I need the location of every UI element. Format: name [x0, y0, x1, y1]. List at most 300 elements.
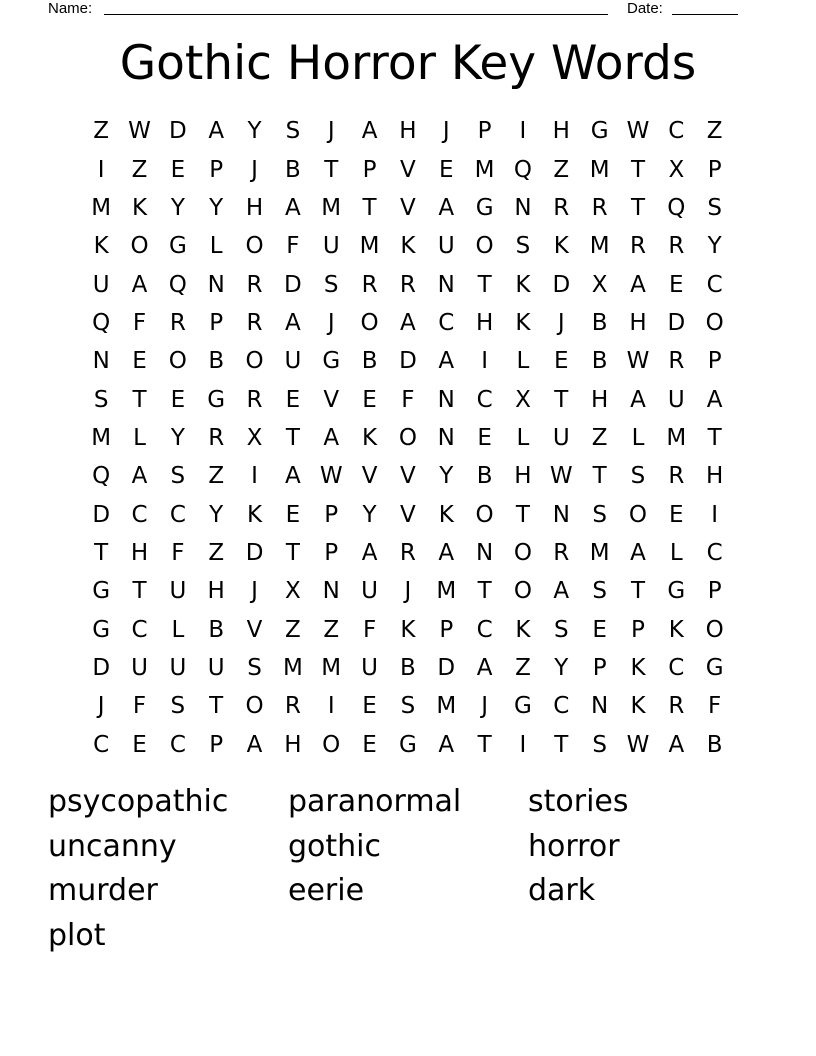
grid-letter[interactable]: E [132, 348, 147, 375]
grid-letter[interactable]: O [513, 539, 532, 566]
date-label: Date: [627, 0, 663, 17]
grid-letter[interactable]: R [399, 271, 416, 298]
grid-letter[interactable]: U [552, 424, 570, 451]
grid-letter[interactable]: F [708, 693, 722, 720]
grid-letter[interactable]: M [321, 654, 342, 681]
grid-letter[interactable]: F [401, 386, 415, 413]
grid-letter[interactable]: K [400, 616, 416, 643]
grid-letter[interactable]: C [438, 309, 455, 336]
grid-letter[interactable]: Y [170, 424, 185, 451]
grid-letter[interactable]: S [323, 271, 339, 298]
grid-letter[interactable]: V [400, 194, 416, 221]
grid-letter[interactable]: A [438, 539, 455, 566]
grid-letter[interactable]: P [631, 616, 645, 643]
grid-letter[interactable]: F [362, 616, 377, 643]
grid-letter[interactable]: Q [92, 463, 111, 490]
grid-letter[interactable]: K [668, 616, 684, 643]
grid-letter[interactable]: M [91, 194, 112, 221]
grid-letter[interactable]: S [170, 693, 186, 720]
grid-letter[interactable]: W [319, 463, 343, 490]
grid-letter[interactable]: K [247, 501, 263, 528]
grid-letter[interactable]: L [209, 233, 223, 260]
grid-letter[interactable]: W [128, 118, 151, 145]
grid-letter[interactable]: E [669, 501, 684, 528]
grid-letter[interactable]: A [131, 463, 148, 490]
grid-letter[interactable]: Y [209, 194, 224, 221]
grid-letter[interactable]: L [516, 348, 530, 375]
grid-letter[interactable]: M [282, 654, 303, 681]
grid-letter[interactable]: W [626, 118, 650, 145]
grid-letter[interactable]: E [285, 501, 301, 528]
grid-letter[interactable]: T [630, 194, 646, 221]
grid-letter[interactable]: G [168, 233, 187, 260]
grid-letter[interactable]: S [592, 731, 607, 758]
grid-letter[interactable]: P [209, 156, 224, 183]
grid-letter[interactable]: M [474, 156, 495, 183]
grid-letter[interactable]: P [324, 539, 339, 566]
grid-letter[interactable]: R [553, 194, 570, 221]
grid-letter[interactable]: O [475, 233, 494, 260]
grid-letter[interactable]: Q [667, 194, 686, 221]
grid-letter[interactable]: M [589, 539, 610, 566]
grid-letter[interactable]: D [245, 539, 264, 566]
grid-letter[interactable]: O [168, 348, 187, 375]
word-bank-item: plot [48, 918, 106, 954]
grid-letter[interactable]: Y [247, 118, 262, 145]
grid-letter[interactable]: L [171, 616, 185, 643]
grid-letter[interactable]: C [706, 271, 723, 298]
word-bank-item: horror [528, 828, 620, 864]
grid-letter[interactable]: H [552, 118, 570, 145]
grid-letter[interactable]: J [442, 118, 450, 145]
grid-letter[interactable]: K [630, 654, 646, 681]
grid-letter[interactable]: A [285, 463, 301, 490]
grid-letter[interactable]: T [630, 578, 646, 605]
grid-letter[interactable]: Q [168, 271, 187, 298]
grid-letter[interactable]: A [630, 271, 646, 298]
grid-letter[interactable]: P [439, 616, 454, 643]
grid-letter[interactable]: O [245, 233, 264, 260]
grid-letter[interactable]: A [630, 386, 646, 413]
grid-letter[interactable]: M [589, 156, 610, 183]
grid-letter[interactable]: I [327, 693, 335, 720]
grid-letter[interactable]: Z [706, 118, 723, 145]
grid-letter[interactable]: A [323, 424, 340, 451]
grid-letter[interactable]: E [362, 693, 377, 720]
grid-letter[interactable]: M [589, 233, 610, 260]
grid-letter[interactable]: C [169, 731, 186, 758]
grid-letter[interactable]: X [246, 424, 263, 451]
grid-letter[interactable]: T [592, 463, 607, 490]
grid-letter[interactable]: C [93, 731, 110, 758]
grid-letter[interactable]: G [399, 731, 417, 758]
grid-letter[interactable]: M [91, 424, 112, 451]
grid-letter[interactable]: N [514, 194, 532, 221]
grid-letter[interactable]: E [438, 156, 454, 183]
grid-letter[interactable]: D [552, 271, 571, 298]
grid-letter[interactable]: O [705, 309, 724, 336]
word-bank-item: paranormal [288, 784, 462, 819]
grid-letter[interactable]: P [477, 118, 492, 145]
grid-letter[interactable]: J [481, 693, 488, 720]
grid-letter[interactable]: U [361, 578, 378, 605]
grid-letter[interactable]: P [707, 348, 722, 375]
grid-letter[interactable]: P [707, 578, 722, 605]
grid-letter[interactable]: R [169, 309, 186, 336]
grid-letter[interactable]: G [590, 118, 609, 145]
grid-letter[interactable]: R [668, 463, 685, 490]
grid-letter[interactable]: G [207, 386, 226, 413]
grid-letter[interactable]: T [362, 194, 377, 221]
grid-letter[interactable]: T [477, 731, 492, 758]
name-blank-line[interactable] [104, 14, 608, 15]
grid-letter[interactable]: W [549, 463, 573, 490]
grid-letter[interactable]: A [706, 386, 723, 413]
grid-letter[interactable]: U [667, 386, 685, 413]
grid-letter[interactable]: T [707, 424, 722, 451]
grid-letter[interactable]: A [246, 731, 263, 758]
grid-letter[interactable]: J [251, 156, 258, 183]
grid-letter[interactable]: E [669, 271, 684, 298]
grid-letter[interactable]: S [247, 654, 262, 681]
grid-letter[interactable]: A [285, 309, 301, 336]
grid-letter[interactable]: L [516, 424, 530, 451]
grid-letter[interactable]: C [169, 501, 186, 528]
grid-letter[interactable]: U [437, 233, 455, 260]
grid-letter[interactable]: Y [554, 654, 569, 681]
grid-letter[interactable]: R [668, 233, 685, 260]
grid-letter[interactable]: G [475, 194, 494, 221]
grid-letter[interactable]: T [630, 156, 646, 183]
grid-letter[interactable]: I [481, 348, 488, 375]
grid-letter[interactable]: C [668, 118, 685, 145]
grid-letter[interactable]: C [553, 693, 570, 720]
grid-letter[interactable]: D [169, 118, 187, 145]
grid-letter[interactable]: D [437, 654, 456, 681]
grid-letter[interactable]: O [245, 693, 264, 720]
grid-letter[interactable]: E [592, 616, 607, 643]
grid-letter[interactable]: E [362, 386, 377, 413]
grid-letter[interactable]: V [400, 501, 416, 528]
grid-letter[interactable]: A [438, 194, 455, 221]
grid-letter[interactable]: H [706, 463, 724, 490]
grid-letter[interactable]: A [131, 271, 148, 298]
word-bank-item: murder [48, 873, 158, 909]
grid-letter[interactable]: T [554, 386, 569, 413]
grid-letter[interactable]: J [404, 578, 412, 605]
grid-letter[interactable]: N [437, 271, 455, 298]
grid-letter[interactable]: B [361, 348, 378, 375]
grid-letter[interactable]: B [706, 731, 723, 758]
grid-letter[interactable]: M [436, 693, 457, 720]
grid-letter[interactable]: M [666, 424, 687, 451]
grid-letter[interactable]: A [361, 118, 378, 145]
grid-letter[interactable]: Y [170, 194, 185, 221]
grid-letter[interactable]: Z [208, 539, 225, 566]
grid-letter[interactable]: K [438, 501, 454, 528]
grid-letter[interactable]: J [327, 309, 335, 336]
grid-letter[interactable]: L [133, 424, 146, 451]
grid-letter[interactable]: F [132, 693, 147, 720]
grid-letter[interactable]: E [132, 731, 147, 758]
grid-letter[interactable]: V [361, 463, 378, 490]
grid-letter[interactable]: A [285, 194, 301, 221]
grid-letter[interactable]: D [399, 348, 417, 375]
grid-letter[interactable]: K [630, 693, 646, 720]
grid-letter[interactable]: S [630, 463, 646, 490]
grid-letter[interactable]: H [130, 539, 149, 566]
grid-letter[interactable]: S [170, 463, 186, 490]
grid-letter[interactable]: L [631, 424, 645, 451]
grid-letter[interactable]: P [209, 309, 224, 336]
grid-letter[interactable]: U [322, 233, 340, 260]
grid-letter[interactable]: K [515, 616, 531, 643]
grid-letter[interactable]: B [208, 616, 225, 643]
grid-letter[interactable]: I [519, 731, 527, 758]
word-bank-item: dark [528, 873, 596, 909]
grid-letter[interactable]: T [132, 578, 147, 605]
grid-letter[interactable]: T [324, 156, 339, 183]
grid-letter[interactable]: G [92, 578, 111, 605]
grid-letter[interactable]: Z [208, 463, 225, 490]
grid-letter[interactable]: B [400, 654, 416, 681]
grid-letter[interactable]: Z [131, 156, 148, 183]
grid-letter[interactable]: F [286, 233, 300, 260]
grid-letter[interactable]: U [284, 348, 302, 375]
grid-letter[interactable]: R [591, 194, 608, 221]
grid-letter[interactable]: Z [515, 654, 531, 681]
grid-letter[interactable]: D [667, 309, 686, 336]
grid-letter[interactable]: K [553, 233, 569, 260]
grid-letter[interactable]: D [92, 501, 111, 528]
grid-letter[interactable]: E [170, 156, 186, 183]
grid-letter[interactable]: T [515, 501, 530, 528]
grid-letter[interactable]: H [514, 463, 532, 490]
grid-letter[interactable]: M [321, 194, 342, 221]
grid-letter[interactable]: P [707, 156, 722, 183]
grid-letter[interactable]: A [438, 348, 455, 375]
grid-letter[interactable]: W [626, 731, 650, 758]
grid-letter[interactable]: A [361, 539, 378, 566]
grid-letter[interactable]: Z [93, 118, 110, 145]
grid-letter[interactable]: A [668, 731, 685, 758]
grid-letter[interactable]: H [590, 386, 609, 413]
grid-letter[interactable]: J [97, 693, 105, 720]
grid-letter[interactable]: U [207, 654, 225, 681]
grid-letter[interactable]: G [514, 693, 532, 720]
grid-letter[interactable]: Q [513, 156, 532, 183]
grid-letter[interactable]: O [360, 309, 379, 336]
grid-letter[interactable]: X [515, 386, 531, 413]
grid-letter[interactable]: M [359, 233, 380, 260]
word-bank-item: uncanny [48, 828, 177, 864]
grid-letter[interactable]: C [131, 616, 148, 643]
grid-letter[interactable]: R [208, 424, 225, 451]
grid-letter[interactable]: D [284, 271, 302, 298]
grid-letter[interactable]: A [208, 118, 225, 145]
grid-letter[interactable]: V [246, 616, 263, 643]
grid-letter[interactable]: C [706, 539, 723, 566]
grid-letter[interactable]: P [324, 501, 339, 528]
grid-letter[interactable]: P [209, 731, 224, 758]
grid-letter[interactable]: H [629, 309, 647, 336]
grid-letter[interactable]: N [437, 386, 455, 413]
grid-letter[interactable]: R [246, 386, 263, 413]
grid-letter[interactable]: N [207, 271, 225, 298]
grid-letter[interactable]: X [668, 156, 685, 183]
grid-letter[interactable]: S [707, 194, 722, 221]
grid-letter[interactable]: I [97, 156, 105, 183]
grid-letter[interactable]: T [477, 578, 492, 605]
grid-letter[interactable]: V [323, 386, 340, 413]
grid-letter[interactable]: E [362, 731, 377, 758]
grid-letter[interactable]: T [477, 271, 492, 298]
grid-letter[interactable]: Y [707, 233, 722, 260]
grid-letter[interactable]: S [285, 118, 301, 145]
grid-letter[interactable]: S [93, 386, 109, 413]
grid-letter[interactable]: O [628, 501, 648, 528]
grid-letter[interactable]: V [400, 463, 416, 490]
grid-letter[interactable]: O [322, 731, 341, 758]
grid-letter[interactable]: R [246, 309, 263, 336]
grid-letter[interactable]: R [284, 693, 301, 720]
grid-letter[interactable]: T [94, 539, 109, 566]
grid-letter[interactable]: R [246, 271, 263, 298]
grid-letter[interactable]: C [476, 386, 493, 413]
grid-letter[interactable]: O [398, 424, 417, 451]
grid-letter[interactable]: C [668, 654, 685, 681]
grid-letter[interactable]: I [519, 118, 527, 145]
grid-letter[interactable]: Y [209, 501, 224, 528]
grid-letter[interactable]: L [669, 539, 683, 566]
date-blank-line[interactable] [672, 14, 738, 15]
grid-letter[interactable]: F [132, 309, 147, 336]
grid-letter[interactable]: R [399, 539, 416, 566]
grid-letter[interactable]: Z [591, 424, 608, 451]
grid-letter[interactable]: N [591, 693, 609, 720]
letter-grid [82, 112, 734, 764]
grid-letter[interactable]: V [400, 156, 416, 183]
grid-letter[interactable]: U [131, 654, 148, 681]
grid-letter[interactable]: J [251, 578, 258, 605]
grid-letter[interactable]: S [515, 233, 531, 260]
grid-letter[interactable]: I [711, 501, 719, 528]
grid-letter[interactable]: A [630, 539, 646, 566]
grid-letter[interactable]: U [92, 271, 110, 298]
grid-letter[interactable]: N [437, 424, 455, 451]
grid-letter[interactable]: A [438, 731, 455, 758]
grid-letter[interactable]: K [131, 194, 148, 221]
grid-letter[interactable]: E [170, 386, 186, 413]
grid-letter[interactable]: S [592, 501, 607, 528]
grid-letter[interactable]: J [557, 309, 565, 336]
grid-letter[interactable]: T [209, 693, 224, 720]
grid-letter[interactable]: R [668, 348, 685, 375]
grid-letter[interactable]: S [592, 578, 607, 605]
grid-letter[interactable]: P [592, 654, 607, 681]
grid-letter[interactable]: X [591, 271, 608, 298]
grid-letter[interactable]: B [476, 463, 493, 490]
grid-letter[interactable]: N [92, 348, 110, 375]
grid-letter[interactable]: S [400, 693, 416, 720]
grid-letter[interactable]: A [400, 309, 416, 336]
grid-letter[interactable]: A [476, 654, 493, 681]
grid-letter[interactable]: O [130, 233, 149, 260]
grid-letter[interactable]: U [169, 654, 187, 681]
grid-letter[interactable]: T [285, 539, 300, 566]
grid-letter[interactable]: O [475, 501, 494, 528]
grid-letter[interactable]: Y [439, 463, 454, 490]
grid-letter[interactable]: E [477, 424, 492, 451]
grid-letter[interactable]: T [132, 386, 147, 413]
grid-letter[interactable]: K [93, 233, 109, 260]
grid-letter[interactable]: C [131, 501, 148, 528]
grid-letter[interactable]: A [553, 578, 570, 605]
grid-letter[interactable]: Z [323, 616, 340, 643]
grid-letter[interactable]: H [245, 194, 264, 221]
grid-letter[interactable]: C [476, 616, 493, 643]
grid-letter[interactable]: K [515, 271, 531, 298]
grid-letter[interactable]: K [515, 309, 531, 336]
grid-letter[interactable]: R [361, 271, 378, 298]
grid-letter[interactable]: G [705, 654, 724, 681]
grid-letter[interactable]: O [513, 578, 532, 605]
grid-letter[interactable]: B [208, 348, 225, 375]
grid-letter[interactable]: S [553, 616, 569, 643]
grid-letter[interactable]: N [322, 578, 340, 605]
grid-letter[interactable]: R [553, 539, 570, 566]
grid-letter[interactable]: T [285, 424, 300, 451]
grid-letter[interactable]: N [552, 501, 570, 528]
grid-letter[interactable]: F [171, 539, 185, 566]
grid-letter[interactable]: D [92, 654, 111, 681]
grid-letter[interactable]: H [475, 309, 494, 336]
grid-letter[interactable]: R [668, 693, 685, 720]
grid-letter[interactable]: E [285, 386, 301, 413]
grid-letter[interactable]: Z [553, 156, 570, 183]
grid-letter[interactable]: G [322, 348, 341, 375]
grid-letter[interactable]: Z [285, 616, 301, 643]
grid-letter[interactable]: R [629, 233, 646, 260]
grid-letter[interactable]: H [284, 731, 302, 758]
grid-letter[interactable]: B [591, 348, 608, 375]
grid-letter[interactable]: P [362, 156, 377, 183]
grid-letter[interactable]: G [667, 578, 686, 605]
grid-letter[interactable]: Y [362, 501, 377, 528]
grid-letter[interactable]: W [626, 348, 650, 375]
grid-letter[interactable]: H [399, 118, 417, 145]
grid-letter[interactable]: G [92, 616, 111, 643]
grid-letter[interactable]: N [476, 539, 494, 566]
grid-letter[interactable]: K [400, 233, 416, 260]
grid-letter[interactable]: U [361, 654, 378, 681]
grid-letter[interactable]: I [251, 463, 258, 490]
grid-letter[interactable]: Q [92, 309, 111, 336]
grid-letter[interactable]: O [245, 348, 264, 375]
grid-letter[interactable]: M [436, 578, 457, 605]
grid-letter[interactable]: B [591, 309, 608, 336]
grid-letter[interactable]: X [285, 578, 301, 605]
word-bank-item: eerie [288, 873, 365, 909]
grid-letter[interactable]: O [705, 616, 724, 643]
grid-letter[interactable]: T [554, 731, 569, 758]
grid-letter[interactable]: U [169, 578, 187, 605]
grid-letter[interactable]: J [327, 118, 335, 145]
grid-letter[interactable]: K [362, 424, 378, 451]
grid-letter[interactable]: B [285, 156, 301, 183]
grid-letter[interactable]: H [207, 578, 225, 605]
grid-letter[interactable]: E [554, 348, 569, 375]
